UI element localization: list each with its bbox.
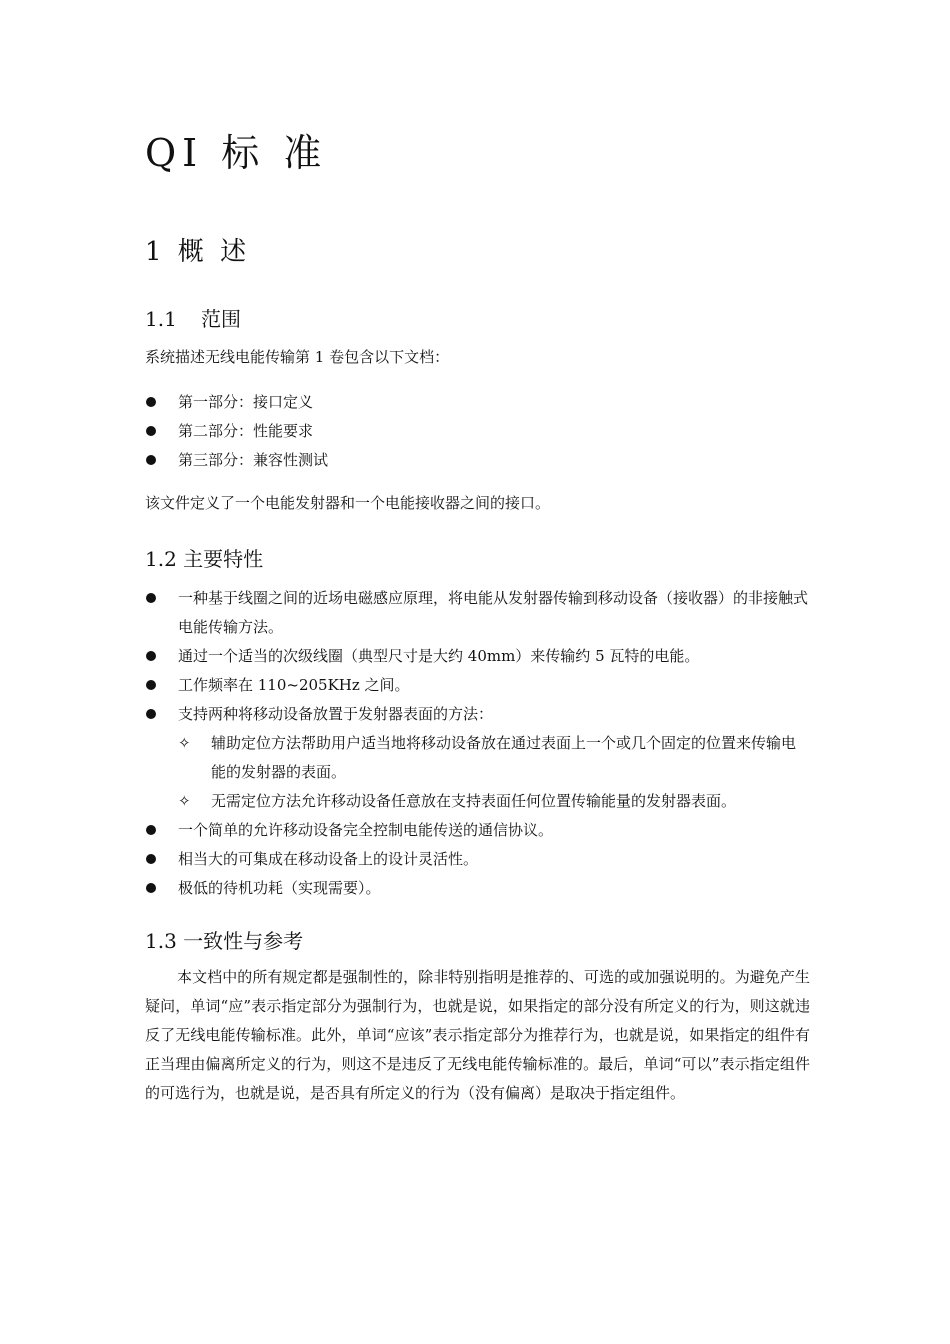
section-1-heading: 1 概 述 (145, 237, 251, 267)
bullet-icon (146, 397, 156, 407)
bullet-icon (146, 709, 156, 719)
section-1-2-heading: 1.2 主要特性 (145, 547, 264, 571)
list-item: 通过一个适当的次级线圈（典型尺寸是大约 40mm）来传输约 5 瓦特的电能。 (145, 642, 810, 671)
list-item: 支持两种将移动设备放置于发射器表面的方法： ✧ 辅助定位方法帮助用户适当地将移动设备放在通过表面上一个或几个固定的位置来传输电能的发射器的表面。 ✧ 无需定位方法允许移动设备任意放在支持表面任何位置传输能量的发射器表面。 (145, 700, 810, 816)
diamond-bullet-icon: ✧ (178, 792, 191, 810)
list-item: 第三部分：兼容性测试 (145, 446, 810, 475)
sub-list-item: ✧ 无需定位方法允许移动设备任意放在支持表面任何位置传输能量的发射器表面。 (178, 787, 810, 816)
diamond-bullet-icon: ✧ (178, 734, 191, 752)
list-item: 一种基于线圈之间的近场电磁感应原理，将电能从发射器传输到移动设备（接收器）的非接触式电能传输方法。 (145, 584, 810, 642)
conformance-paragraph: 本文档中的所有规定都是强制性的，除非特别指明是推荐的、可选的或加强说明的。为避免产生疑问，单词“应”表示指定部分为强制行为，也就是说，如果指定的部分没有所定义的行为，则这就违反了无线电能传输标准。此外，单词“应该”表示指定部分为推荐行为，也就是说，如果指定的组件有正当理由偏离所定义的行为，则这不是违反了无线电能传输标准的。最后，单词“可以”表示指定组件的可选行为，也就是说，是否具有所定义的行为（没有偏离）是取决于指定组件。 (145, 968, 810, 1102)
bullet-icon (146, 455, 156, 465)
scope-closing: 该文件定义了一个电能发射器和一个电能接收器之间的接口。 (145, 494, 551, 512)
list-item: 第二部分：性能要求 (145, 417, 810, 446)
bullet-icon (146, 680, 156, 690)
section-1-1-title: 范围 (201, 307, 241, 331)
section-1-3-heading: 1.3 一致性与参考 (145, 929, 304, 953)
features-list (145, 584, 810, 903)
scope-document-list (145, 388, 810, 475)
section-1-1-heading (145, 304, 241, 334)
list-item: 工作频率在 110~205KHz 之间。 (145, 671, 810, 700)
list-item: 第一部分：接口定义 (145, 388, 810, 417)
placement-methods-list (178, 729, 810, 816)
scope-intro: 系统描述无线电能传输第 1 卷包含以下文档： (145, 348, 450, 366)
bullet-icon (146, 426, 156, 436)
document-title: QI 标 准 (145, 131, 328, 175)
bullet-icon (146, 593, 156, 603)
bullet-icon (146, 825, 156, 835)
bullet-icon (146, 854, 156, 864)
bullet-icon (146, 651, 156, 661)
bullet-icon (146, 883, 156, 893)
list-item: 一个简单的允许移动设备完全控制电能传送的通信协议。 (145, 816, 810, 845)
list-item: 相当大的可集成在移动设备上的设计灵活性。 (145, 845, 810, 874)
sub-list-item: ✧ 辅助定位方法帮助用户适当地将移动设备放在通过表面上一个或几个固定的位置来传输电能的发射器的表面。 (178, 729, 810, 787)
list-item: 极低的待机功耗（实现需要）。 (145, 874, 810, 903)
section-1-1-number: 1.1 (145, 307, 177, 331)
